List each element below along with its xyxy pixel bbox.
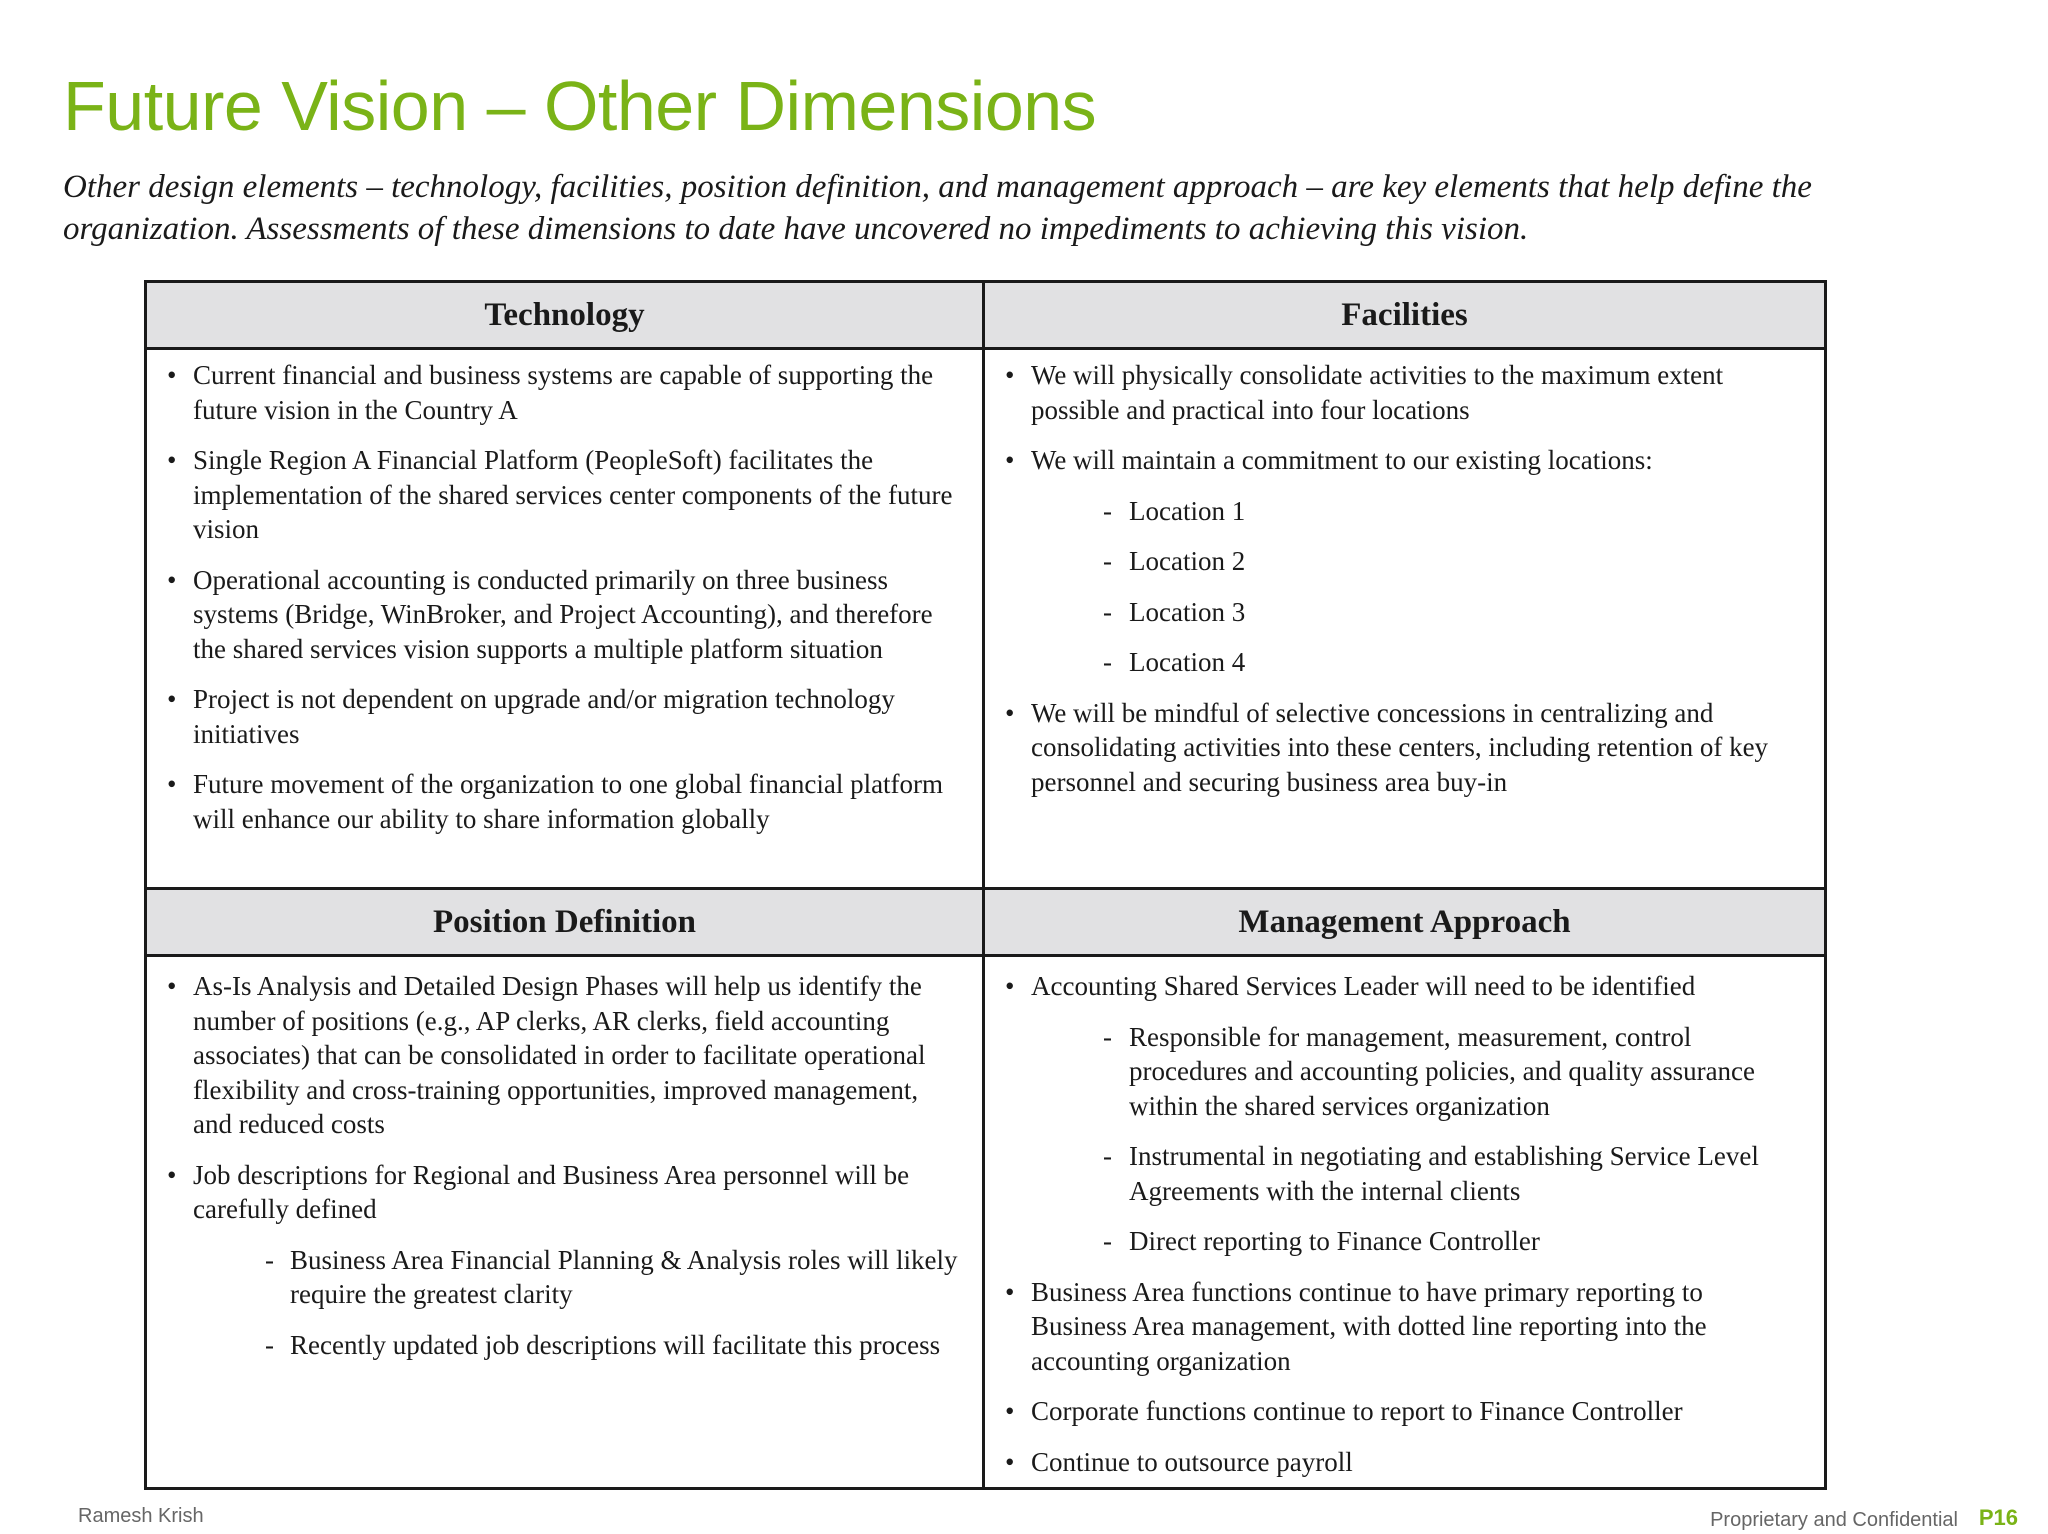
page-number: P16 (1978, 1505, 2018, 1530)
list-item: • Continue to outsource payroll (1005, 1445, 1804, 1480)
technology-heading: Technology (147, 283, 985, 350)
list-item: • As-Is Analysis and Detailed Design Phases will help us identify the number of positions (e.g., AP clerks, AR clerks, field accounting associates) that can be consolidated in order to facilitate operational flexibility and cross-training opportunities, improved management, and reduced costs (167, 969, 962, 1142)
location-item: - Location 3 (1005, 595, 1804, 630)
list-item: • We will physically consolidate activities to the maximum extent possible and practical into four locations (1005, 358, 1804, 427)
sub-list-item: - Direct reporting to Finance Controller (1005, 1224, 1804, 1259)
list-item: • We will maintain a commitment to our existing locations: (1005, 443, 1804, 478)
location-item: - Location 1 (1005, 494, 1804, 529)
list-item: • Current financial and business systems are capable of supporting the future vision in the Country A (167, 358, 962, 427)
list-item: • Project is not dependent on upgrade and/or migration technology initiatives (167, 682, 962, 751)
footer-author: Ramesh Krish (78, 1505, 204, 1527)
list-item: • Accounting Shared Services Leader will need to be identified (1005, 969, 1804, 1004)
location-item: - Location 2 (1005, 544, 1804, 579)
management-approach-cell (985, 957, 1824, 1487)
sub-list-item: - Responsible for management, measurement, control procedures and accounting policies, and quality assurance within the shared services organization (1005, 1020, 1804, 1124)
management-approach-list (1005, 969, 1804, 1479)
list-item: • We will be mindful of selective concessions in centralizing and consolidating activities into these centers, including retention of key personnel and securing business area buy-in (1005, 696, 1804, 800)
list-item: • Future movement of the organization to one global financial platform will enhance our ability to share information globally (167, 767, 962, 836)
list-item: • Single Region A Financial Platform (PeopleSoft) facilitates the implementation of the shared services center components of the future vision (167, 443, 962, 547)
facilities-cell (985, 350, 1824, 890)
management-approach-heading: Management Approach (985, 890, 1824, 957)
facilities-list (1005, 358, 1804, 799)
list-item: • Operational accounting is conducted primarily on three business systems (Bridge, WinBroker, and Project Accounting), and therefore the shared services vision supports a multiple platform situation (167, 563, 962, 667)
technology-list (167, 358, 962, 836)
sub-list-item: - Instrumental in negotiating and establishing Service Level Agreements with the internal clients (1005, 1139, 1804, 1208)
position-definition-heading: Position Definition (147, 890, 985, 957)
list-item: • Corporate functions continue to report to Finance Controller (1005, 1394, 1804, 1429)
page-title: Future Vision – Other Dimensions (63, 67, 1097, 145)
facilities-heading: Facilities (985, 283, 1824, 350)
page-subtitle: Other design elements – technology, facilities, position definition, and management approach – are key elements that help define the organization. Assessments of these dimensions to date have uncovered no impediments to achieving this vision. (63, 169, 1812, 247)
position-definition-cell (147, 957, 985, 1487)
location-item: - Location 4 (1005, 645, 1804, 680)
sub-list-item: - Recently updated job descriptions will facilitate this process (167, 1328, 974, 1363)
footer-confidential: Proprietary and Confidential (1710, 1509, 1958, 1531)
list-item: • Job descriptions for Regional and Business Area personnel will be carefully defined (167, 1158, 962, 1227)
technology-cell (147, 350, 985, 890)
dimensions-table (144, 280, 1827, 1490)
position-definition-list (167, 969, 962, 1362)
list-item: • Business Area functions continue to have primary reporting to Business Area management, with dotted line reporting into the accounting organization (1005, 1275, 1804, 1379)
sub-list-item: - Business Area Financial Planning & Analysis roles will likely require the greatest clarity (167, 1243, 962, 1312)
